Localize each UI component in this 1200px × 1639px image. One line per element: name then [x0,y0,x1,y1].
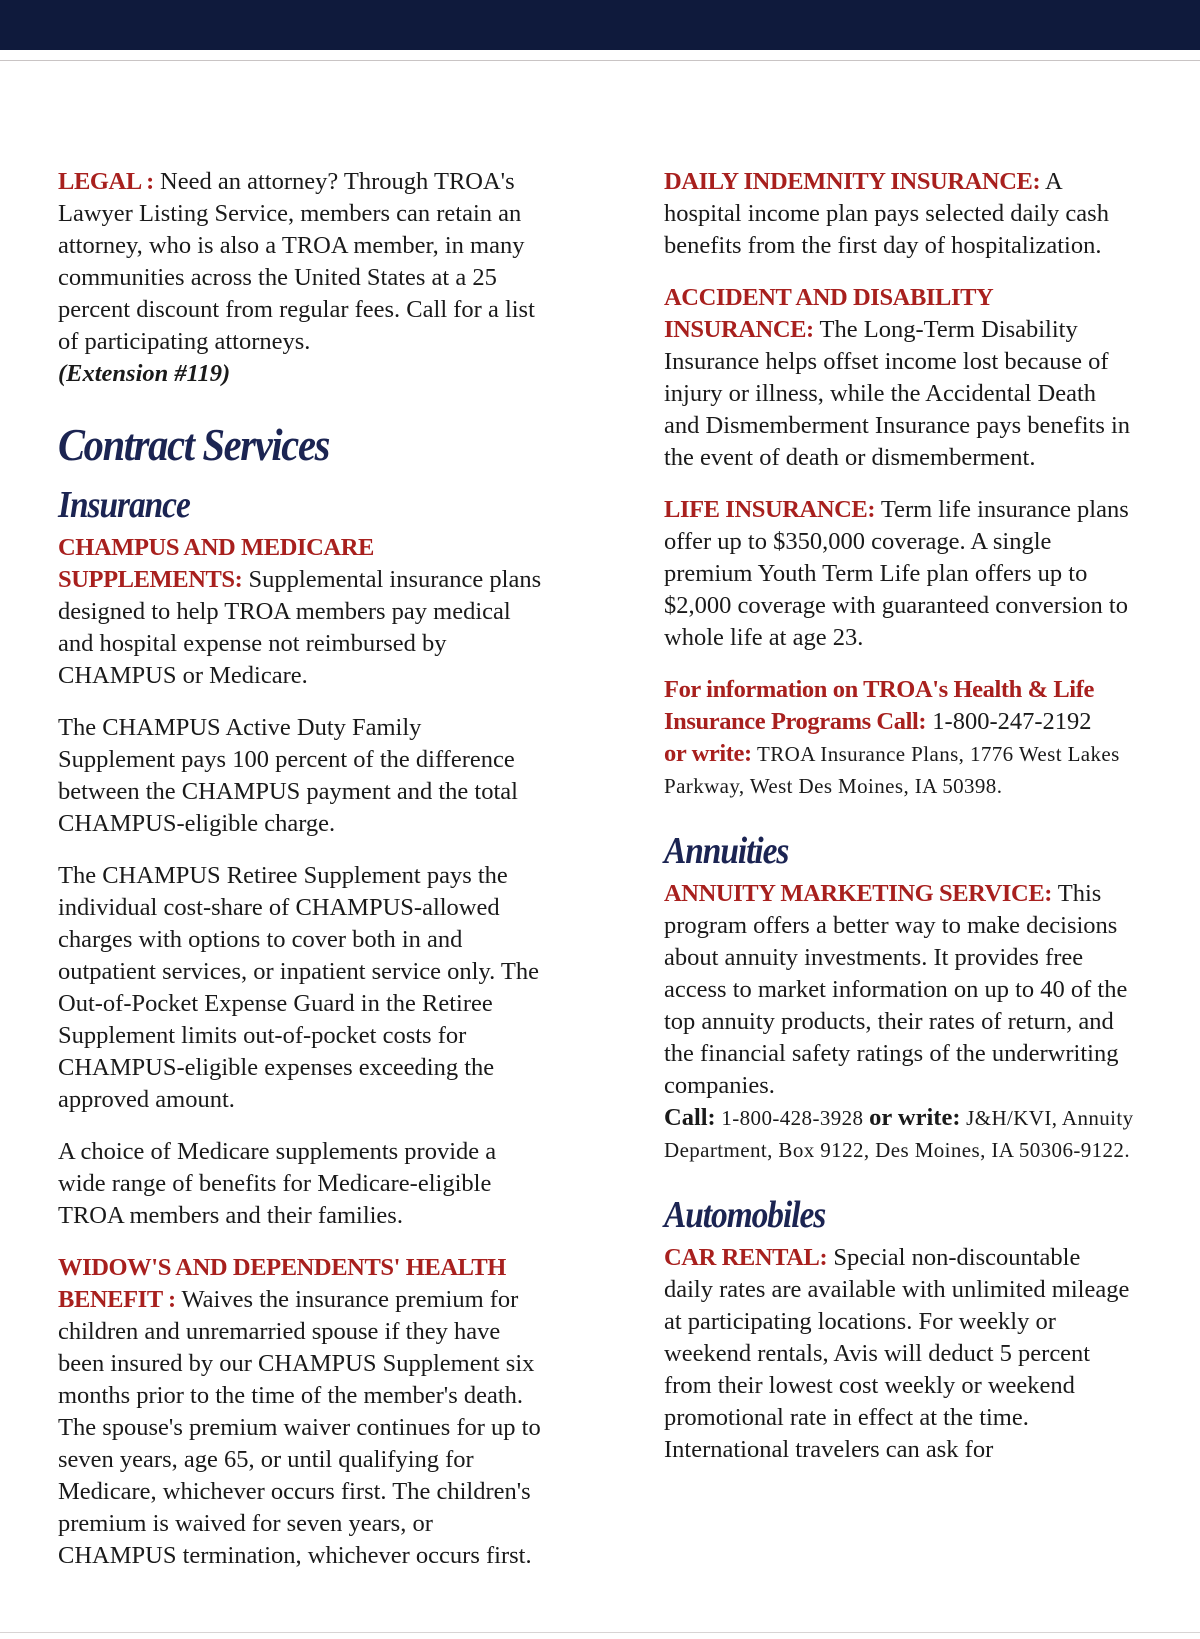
life-insurance-heading: LIFE INSURANCE: [664,496,876,523]
annuity-heading: ANNUITY MARKETING SERVICE: [664,880,1053,907]
daily-indemnity-text: A hospital income plan pays selected daily cash benefits from the first day of hospitalization. [664,168,1109,259]
widow-text: Waives the insurance premium for children and unremarried spouse if they have been insured by our CHAMPUS Supplement six months prior to the time of the member's death. The spouse's premium waiver continues for up to seven years, age 65, or until qualifying for Medicare, whichever occurs first. The children's premium is waived for seven years, or CHAMPUS termination, whichever occurs first. [58,1286,541,1569]
legal-heading: LEGAL : [58,168,154,195]
active-duty-paragraph: The CHAMPUS Active Duty Family Supplement pays 100 percent of the difference between the CHAMPUS payment and the total CHAMPUS-eligible charge. [58,714,518,837]
bottom-divider [0,1632,1200,1633]
champus-paragraph [58,532,543,692]
annuity-address: J&H/KVI, Annuity Department, Box 9122, Des Moines, IA 50306-9122. [664,1106,1134,1162]
car-rental-text: Special non-discountable daily rates are available with unlimited mileage at participating locations. For weekly or weekend rentals, Avis will deduct 5 percent from their lowest cost weekly or weekend promotional rate in effect at the time. International travelers can ask for [664,1244,1130,1463]
insurance-info-address: TROA Insurance Plans, 1776 West Lakes Parkway, West Des Moines, IA 50398. [664,742,1120,798]
insurance-info-heading: For information on TROA's Health & Life Insurance Programs Call: [664,676,1094,735]
insurance-info-write-label: or write: [664,740,752,767]
legal-extension: (Extension #119) [58,360,231,387]
left-column [58,166,543,1592]
car-rental-paragraph [664,1242,1134,1466]
medicare-paragraph: A choice of Medicare supplements provide a wide range of benefits for Medicare-eligible TROA members and their families. [58,1138,497,1229]
annuities-title: Annuities [664,830,789,872]
widow-paragraph [58,1252,543,1572]
champus-text: Supplemental insurance plans designed to help TROA members pay medical and hospital expense not reimbursed by CHAMPUS or Medicare. [58,566,542,689]
accident-text: The Long-Term Disability Insurance helps offset income lost because of injury or illness, while the Accidental Death and Dismemberment Insurance pays benefits in the event of death or dismemberment. [664,316,1131,471]
daily-indemnity-heading: DAILY INDEMNITY INSURANCE: [664,168,1041,195]
accident-heading: ACCIDENT AND DISABILITY INSURANCE: [664,284,993,343]
annuity-call-label: Call: [664,1104,716,1131]
annuity-write-label: or write: [869,1104,961,1131]
insurance-title: Insurance [58,484,190,526]
automobiles-title: Automobiles [664,1194,826,1236]
insurance-info-paragraph [664,674,1134,802]
annuity-text: This program offers a better way to make decisions about annuity investments. It provides free access to market information on up to 40 of the top annuity products, their rates of return, and the financial safety ratings of the underwriting companies. [664,880,1128,1099]
annuity-phone: 1-800-428-3928 [715,1106,870,1130]
life-insurance-text: Term life insurance plans offer up to $350,000 coverage. A single premium Youth Term Life plan offers up to $2,000 coverage with guaranteed conversion to whole life at age 23. [664,496,1129,651]
retiree-paragraph: The CHAMPUS Retiree Supplement pays the individual cost-share of CHAMPUS-allowed charges with options to cover both in and outpatient services, or inpatient service only. The Out-of-Pocket Expense Guard in the Retiree Supplement limits out-of-pocket costs for CHAMPUS-eligible expenses exceeding the approved amount. [58,862,540,1113]
insurance-info-phone: 1-800-247-2192 [926,708,1092,735]
car-rental-heading: CAR RENTAL: [664,1244,828,1271]
accident-paragraph [664,282,1134,474]
top-divider [0,60,1200,61]
champus-heading: CHAMPUS AND MEDICARE SUPPLEMENTS: [58,534,374,593]
legal-text: Need an attorney? Through TROA's Lawyer Listing Service, members can retain an attorney, who is also a TROA member, in many communities across the United States at a 25 percent discount from regular fees. Call for a list of participating attorneys. [58,168,535,355]
contract-services-title: Contract Services [58,419,330,470]
legal-paragraph [58,166,543,390]
daily-indemnity-paragraph [664,166,1134,262]
right-column [664,166,1134,1486]
widow-heading: WIDOW'S AND DEPENDENTS' HEALTH BENEFIT : [58,1254,506,1313]
top-color-band [0,0,1200,50]
life-insurance-paragraph [664,494,1134,654]
annuity-paragraph [664,878,1134,1166]
